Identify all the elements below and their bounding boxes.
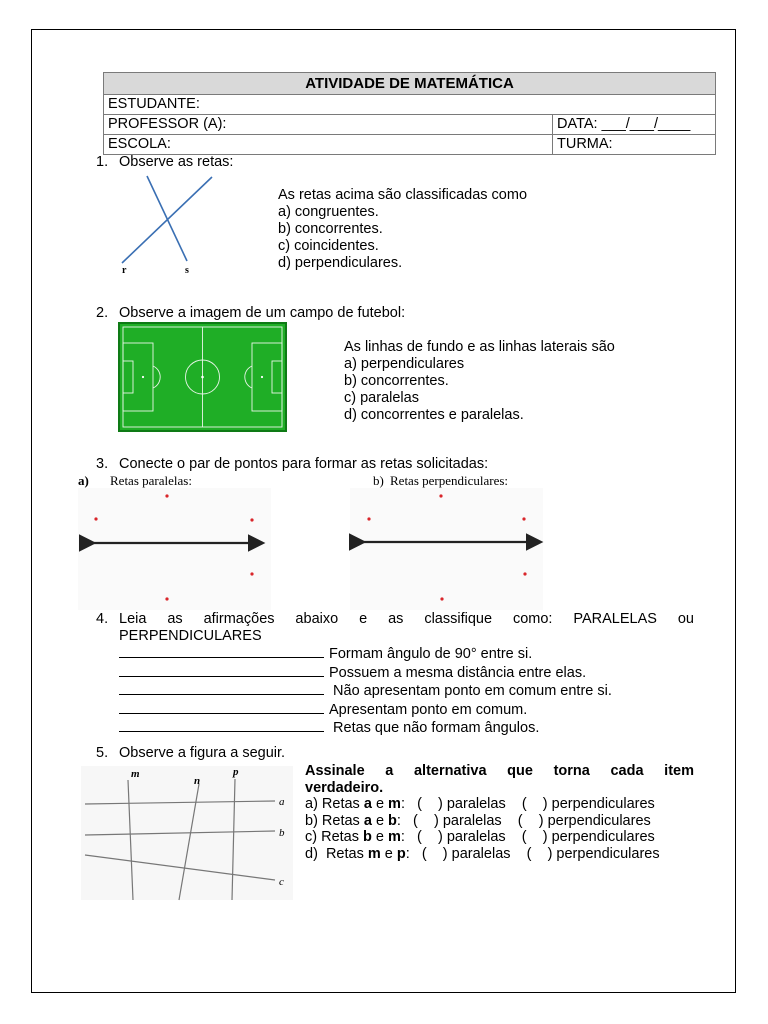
label-s: s (185, 265, 189, 276)
q4-number: 4. (96, 611, 109, 627)
q4-prompt-line2: PERPENDICULARES (119, 627, 262, 644)
q2-option-c: c) paralelas (344, 390, 419, 406)
q4-item: Apresentam ponto em comum. (119, 700, 694, 719)
q5-lines-figure (81, 766, 293, 900)
answer-blank[interactable] (119, 718, 324, 732)
point[interactable] (367, 517, 370, 520)
soccer-field-image (119, 323, 286, 431)
point[interactable] (165, 597, 168, 600)
answer-blank[interactable] (119, 663, 324, 677)
point[interactable] (440, 597, 443, 600)
q5-row-b[interactable]: b) Retas a e b: ( ) paralelas ( ) perpendiculares (305, 813, 651, 829)
answer-blank[interactable] (119, 681, 324, 695)
answer-blank[interactable] (119, 644, 324, 658)
q1-statement: As retas acima são classificadas como (278, 187, 528, 203)
q2-prompt: Observe a imagem de um campo de futebol: (119, 305, 406, 321)
q1-option-b: b) concorrentes. (278, 221, 383, 237)
q4-item: Retas que não formam ângulos. (119, 718, 694, 737)
line-s (147, 176, 187, 261)
q4-item: Formam ângulo de 90° entre si. (119, 644, 694, 663)
label-p: p (233, 766, 239, 778)
q1-option-d: d) perpendiculares. (278, 255, 403, 271)
q3-a-title: Retas paralelas: (110, 473, 192, 488)
q1-prompt: Observe as retas: (119, 154, 234, 170)
q1-number: 1. (96, 154, 109, 170)
q5-instruction: Assinale a alternativa que torna cada item verdadeiro. (305, 763, 694, 796)
q3-b-title: Retas perpendiculares: (390, 473, 509, 488)
class-field: TURMA: (553, 135, 716, 155)
label-c: c (279, 876, 284, 888)
q1-option-a: a) congruentes. (278, 204, 379, 220)
q1-option-c: c) coincidentes. (278, 238, 379, 254)
q2-option-a: a) perpendiculares (344, 356, 465, 372)
q5-prompt: Observe a figura a seguir. (119, 745, 286, 761)
label-a: a (279, 796, 285, 808)
q5-number: 5. (96, 745, 109, 761)
q5-row-a[interactable]: a) Retas a e m: ( ) paralelas ( ) perpendiculares (305, 796, 655, 812)
q4-prompt-line1: Leia as afirmações abaixo e as classifique como: PARALELAS ou (119, 611, 694, 627)
q3b-perpendicular-figure (350, 488, 543, 610)
label-n: n (194, 775, 201, 787)
date-field: DATA: ___/___/____ (553, 115, 716, 135)
label-b: b (279, 827, 285, 839)
teacher-field: PROFESSOR (A): (104, 115, 553, 135)
point[interactable] (250, 518, 253, 521)
q3a-parallel-figure (78, 488, 271, 610)
q5-row-c[interactable]: c) Retas b e m: ( ) paralelas ( ) perpendiculares (305, 829, 655, 845)
point[interactable] (439, 494, 442, 497)
q1-lines-figure (110, 170, 220, 280)
answer-blank[interactable] (119, 700, 324, 714)
school-field: ESCOLA: (104, 135, 553, 155)
q3-b-label: b) (373, 473, 384, 488)
point[interactable] (523, 572, 526, 575)
q2-number: 2. (96, 305, 109, 321)
label-r: r (122, 265, 127, 276)
q2-option-b: b) concorrentes. (344, 373, 449, 389)
student-field: ESTUDANTE: (104, 95, 716, 115)
q4-block (119, 611, 694, 737)
point[interactable] (250, 572, 253, 575)
page-title: ATIVIDADE DE MATEMÁTICA (104, 73, 716, 95)
q4-item: Possuem a mesma distância entre elas. (119, 663, 694, 682)
q3-a-label: a) (78, 473, 89, 488)
point[interactable] (94, 517, 97, 520)
q3-number: 3. (96, 456, 109, 472)
q2-option-d: d) concorrentes e paralelas. (344, 407, 524, 423)
point[interactable] (522, 517, 525, 520)
q5-row-d[interactable]: d) Retas m e p: ( ) paralelas ( ) perpendiculares (305, 846, 660, 862)
q4-item: Não apresentam ponto em comum entre si. (119, 681, 694, 700)
point[interactable] (165, 494, 168, 497)
q2-statement: As linhas de fundo e as linhas laterais são (344, 339, 615, 355)
header-table (103, 72, 716, 155)
q3-prompt: Conecte o par de pontos para formar as retas solicitadas: (119, 456, 489, 472)
label-m: m (131, 768, 140, 780)
